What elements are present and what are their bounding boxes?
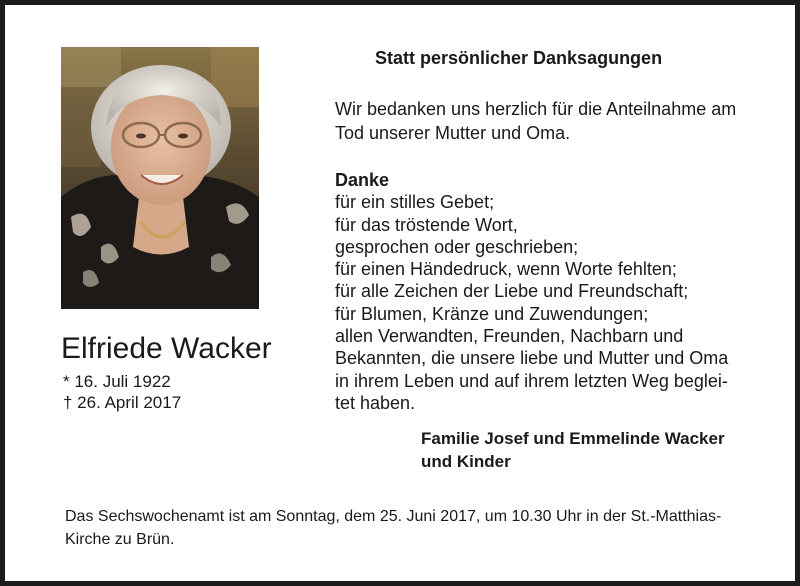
- birth-date: * 16. Juli 1922: [63, 372, 171, 391]
- thanks-block: [335, 169, 775, 414]
- deceased-name: Elfriede Wacker: [61, 332, 272, 365]
- family-line: Familie Josef und Emmelinde Wacker: [421, 429, 725, 448]
- death-date: † 26. April 2017: [63, 393, 182, 412]
- thanks-title: Danke: [335, 170, 390, 190]
- intro-text: [335, 97, 775, 145]
- thanks-line: tet haben.: [335, 392, 416, 413]
- portrait-photo: [61, 47, 259, 309]
- thanks-line: für das tröstende Wort,: [335, 214, 518, 235]
- family-signature: [421, 427, 725, 473]
- footer-line: Kirche zu Brün.: [65, 531, 175, 548]
- thanks-line: für einen Händedruck, wenn Worte fehlten;: [335, 259, 677, 280]
- footer-line: Das Sechswochenamt ist am Sonntag, dem 25. Juni 2017, um 10.30 Uhr in der St.-Matthias-: [65, 508, 722, 525]
- intro-line: Wir bedanken uns herzlich für die Anteilnahme am: [335, 99, 737, 119]
- thanks-line: für ein stilles Gebet;: [335, 192, 495, 213]
- thanks-line: für Blumen, Kränze und Zuwendungen;: [335, 303, 649, 324]
- thanks-line: in ihrem Leben und auf ihrem letzten Weg beglei-: [335, 370, 728, 391]
- thanks-line: allen Verwandten, Freunden, Nachbarn und: [335, 326, 684, 347]
- thanks-line: Bekannten, die unsere liebe und Mutter und Oma: [335, 348, 729, 369]
- family-line: und Kinder: [421, 452, 511, 471]
- notice-heading: Statt persönlicher Danksagungen: [375, 48, 663, 68]
- thanks-line: für alle Zeichen der Liebe und Freundschaft;: [335, 281, 689, 302]
- thanks-line: gesprochen oder geschrieben;: [335, 236, 579, 257]
- intro-line: Tod unserer Mutter und Oma.: [335, 123, 571, 143]
- service-announcement: [65, 505, 765, 551]
- life-dates: [63, 371, 181, 413]
